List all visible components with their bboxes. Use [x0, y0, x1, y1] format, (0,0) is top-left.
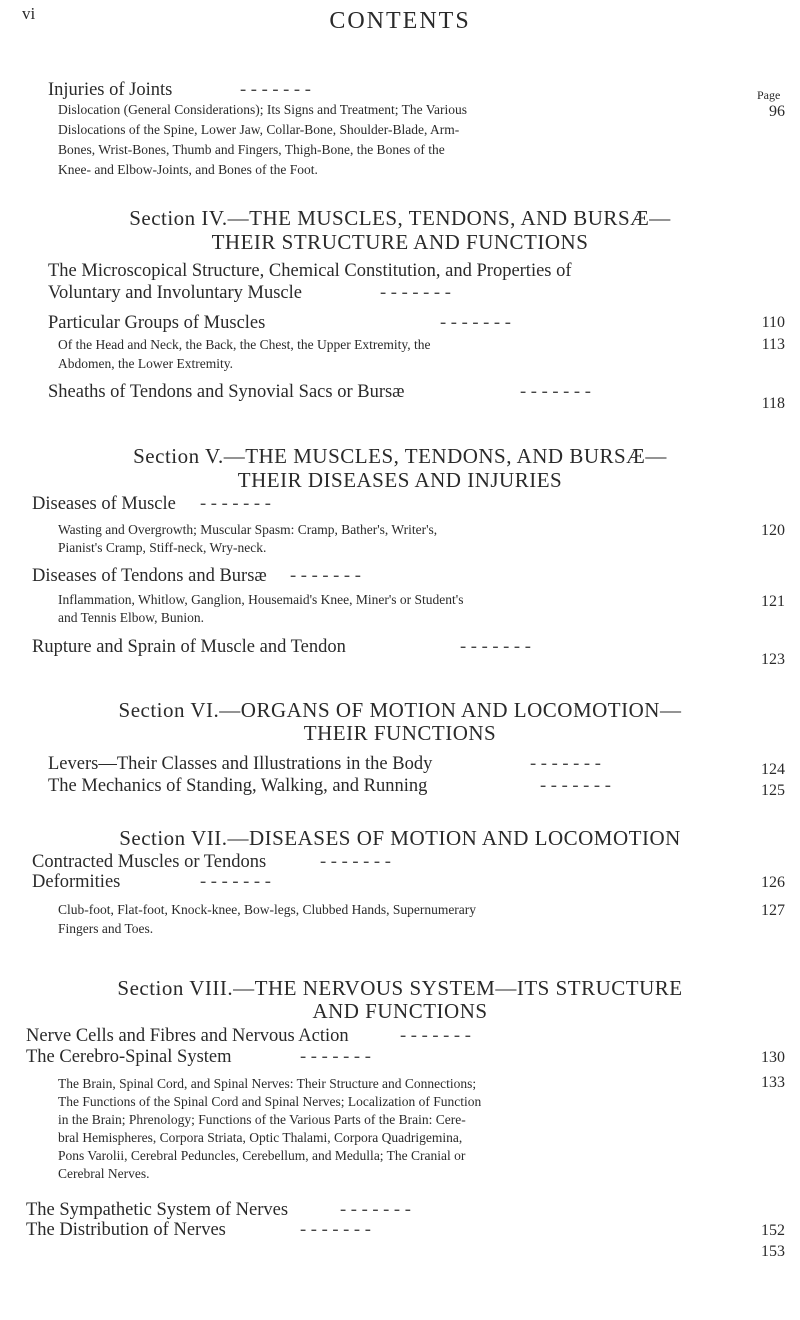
- toc-entry: Sheaths of Tendons and Synovial Sacs or Bursæ: [48, 382, 405, 402]
- toc-detail-line: Club-foot, Flat-foot, Knock-knee, Bow-legs, Clubbed Hands, Supernumerary: [58, 902, 477, 917]
- toc-entry: Voluntary and Involuntary Muscle: [48, 283, 302, 303]
- toc-entry: Rupture and Sprain of Muscle and Tendon: [32, 637, 346, 657]
- toc-detail-line: bral Hemispheres, Corpora Striata, Optic Thalami, Corpora Quadrigemina,: [58, 1130, 463, 1145]
- toc-detail-line: Dislocation (General Considerations); Its Signs and Treatment; The Various: [58, 102, 467, 117]
- section-subheading: THEIR FUNCTIONS: [303, 721, 497, 745]
- toc-page-number: 113: [761, 336, 785, 353]
- leader-dots: - - - - - - -: [530, 754, 601, 774]
- toc-entry-injuries-of-joints: Injuries of Joints: [48, 80, 173, 100]
- toc-page-number: 120: [761, 522, 785, 539]
- section-heading: Section VI.—ORGANS OF MOTION AND LOCOMOTION—: [118, 698, 682, 722]
- toc-page-number: 118: [761, 395, 785, 412]
- toc-entry: Nerve Cells and Fibres and Nervous Action: [26, 1026, 349, 1046]
- section-subheading: THEIR DISEASES AND INJURIES: [237, 468, 563, 492]
- section-subheading: AND FUNCTIONS: [312, 999, 488, 1023]
- toc-page-number: 133: [761, 1074, 785, 1091]
- page-header: CONTENTS: [329, 8, 471, 34]
- section-subheading: THEIR STRUCTURE AND FUNCTIONS: [211, 230, 589, 254]
- leader-dots: - - - - - - -: [400, 1026, 471, 1046]
- toc-detail-line: and Tennis Elbow, Bunion.: [58, 610, 205, 625]
- toc-detail-line: Knee- and Elbow-Joints, and Bones of the Foot.: [58, 162, 318, 177]
- toc-entry: Diseases of Muscle: [32, 494, 176, 514]
- section-heading: Section VII.—DISEASES OF MOTION AND LOCOMOTION: [119, 826, 681, 850]
- leader-dots: - - - - - - -: [380, 283, 451, 303]
- toc-detail-line: Pianist's Cramp, Stiff-neck, Wry-neck.: [58, 540, 267, 555]
- toc-page-number: 152: [761, 1222, 785, 1239]
- toc-entry: Diseases of Tendons and Bursæ: [32, 566, 267, 586]
- leader-dots: - - - - - - -: [240, 80, 311, 100]
- toc-page-number: 124: [761, 761, 785, 778]
- toc-detail-line: Bones, Wrist-Bones, Thumb and Fingers, Thigh-Bone, the Bones of the: [58, 142, 445, 157]
- toc-page-number: 153: [761, 1243, 785, 1260]
- toc-detail-line: Cerebral Nerves.: [58, 1166, 150, 1181]
- section-heading: Section VIII.—THE NERVOUS SYSTEM—ITS STRUCTURE: [117, 976, 683, 1000]
- toc-detail-line: in the Brain; Phrenology; Functions of the Various Parts of the Brain: Cere-: [58, 1112, 466, 1127]
- toc-page-number: 130: [761, 1049, 785, 1066]
- toc-page-number: 123: [761, 651, 785, 668]
- toc-entry: Levers—Their Classes and Illustrations in the Body: [48, 754, 433, 774]
- leader-dots: - - - - - - -: [520, 382, 591, 402]
- toc-entry: Deformities: [32, 872, 121, 892]
- toc-detail-line: Dislocations of the Spine, Lower Jaw, Collar-Bone, Shoulder-Blade, Arm-: [58, 122, 460, 137]
- toc-page-number: 127: [761, 902, 785, 919]
- toc-detail-line: Of the Head and Neck, the Back, the Chest, the Upper Extremity, the: [58, 337, 431, 352]
- toc-entry: The Mechanics of Standing, Walking, and Running: [48, 776, 428, 796]
- toc-page-number: 110: [761, 314, 785, 331]
- toc-detail-line: Inflammation, Whitlow, Ganglion, Housemaid's Knee, Miner's or Student's: [58, 592, 464, 607]
- toc-detail-line: The Functions of the Spinal Cord and Spinal Nerves; Localization of Function: [58, 1094, 482, 1109]
- toc-entry: Particular Groups of Muscles: [48, 313, 266, 333]
- toc-entry: The Microscopical Structure, Chemical Constitution, and Properties of: [48, 261, 572, 281]
- toc-page-number: 96: [769, 103, 785, 120]
- page-column-label: Page: [757, 88, 781, 102]
- section-heading: Section IV.—THE MUSCLES, TENDONS, AND BURSÆ—: [129, 206, 671, 230]
- leader-dots: - - - - - - -: [540, 776, 611, 796]
- toc-entry: The Distribution of Nerves: [26, 1220, 226, 1240]
- leader-dots: - - - - - - -: [300, 1220, 371, 1240]
- toc-entry: The Sympathetic System of Nerves: [26, 1200, 289, 1220]
- toc-detail-line: Pons Varolii, Cerebral Peduncles, Cerebellum, and Medulla; The Cranial or: [58, 1148, 466, 1163]
- leader-dots: - - - - - - -: [290, 566, 361, 586]
- leader-dots: - - - - - - -: [340, 1200, 411, 1220]
- leader-dots: - - - - - - -: [300, 1047, 371, 1067]
- section-heading: Section V.—THE MUSCLES, TENDONS, AND BURSÆ—: [133, 444, 667, 468]
- toc-page-number: 121: [761, 593, 785, 610]
- leader-dots: - - - - - - -: [460, 637, 531, 657]
- toc-detail-line: Wasting and Overgrowth; Muscular Spasm: Cramp, Bather's, Writer's,: [58, 522, 438, 537]
- toc-detail-line: Fingers and Toes.: [58, 921, 154, 936]
- leader-dots: - - - - - - -: [440, 313, 511, 333]
- toc-page-number: 126: [761, 874, 785, 891]
- leader-dots: - - - - - - -: [200, 494, 271, 514]
- toc-entry: The Cerebro-Spinal System: [26, 1047, 232, 1067]
- leader-dots: - - - - - - -: [320, 852, 391, 872]
- leader-dots: - - - - - - -: [200, 872, 271, 892]
- toc-detail-line: The Brain, Spinal Cord, and Spinal Nerves: Their Structure and Connections;: [58, 1076, 477, 1091]
- toc-entry: Contracted Muscles or Tendons: [32, 852, 267, 872]
- page-number: vi: [22, 4, 36, 23]
- toc-page-number: 125: [761, 782, 785, 799]
- toc-detail-line: Abdomen, the Lower Extremity.: [58, 356, 233, 371]
